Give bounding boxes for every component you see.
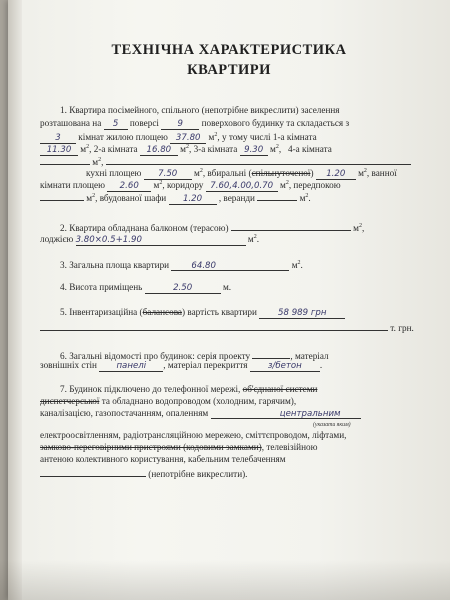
p7-line-1 — [60, 384, 317, 395]
room1-value: 11.30 — [40, 145, 78, 156]
p7-text: 7. Будинок підключено до телефонної мережі, — [60, 384, 241, 394]
p1-line-2 — [40, 118, 349, 130]
sup: 2 — [305, 192, 309, 199]
p1-text: , 2-а кімната — [89, 144, 138, 155]
p1-blank — [106, 154, 411, 165]
p6-text: . — [319, 360, 323, 370]
room2-value: 16.80 — [140, 145, 178, 156]
p6-text: , матеріал перекриття — [163, 360, 248, 370]
p4-text: м. — [222, 282, 232, 292]
sup: 2 — [253, 234, 257, 240]
p7-struck-text: замково-переговірними пристроями (кодовими замками) — [40, 442, 262, 452]
p5-line-2 — [40, 320, 414, 334]
p2-text: м — [247, 234, 254, 245]
rooms-value: 3 — [40, 133, 76, 144]
p6-text: зовнішніх стін — [40, 360, 97, 370]
p2-line-2 — [40, 232, 259, 246]
photo-shadow — [0, 560, 450, 600]
loggia-value: 3.80×0.5+1.90 — [76, 235, 246, 246]
p7-text: антеною колективного користування, кабельним телебаченням — [40, 454, 286, 464]
p1-text: м — [194, 168, 200, 179]
p2-text: лоджією — [40, 234, 74, 245]
p7-text: та обладнано водопроводом (холодним, гарячим), — [101, 396, 297, 406]
p7-struck-text: об'єднаної системи — [242, 384, 318, 394]
veranda-blank — [257, 190, 297, 201]
p3-text: м — [291, 260, 298, 271]
p1-text: , вбудованої шафи — [95, 193, 167, 203]
p1-text: м — [92, 157, 99, 167]
p1-text: 4-а кімната — [288, 144, 332, 155]
title-line-2: КВАРТИРИ — [187, 62, 271, 78]
p5-blank — [40, 320, 388, 331]
p1-text: розташована на — [40, 118, 102, 128]
sup: 2 — [185, 144, 189, 150]
p3-text: . — [300, 260, 303, 271]
document-page — [8, 0, 450, 600]
p5-text: т. грн. — [390, 323, 414, 333]
p6-line-2 — [40, 360, 322, 372]
p1-text: м — [180, 144, 186, 155]
p1-text: м — [299, 193, 306, 203]
p1-text: м — [269, 144, 276, 155]
sup: 2 — [363, 168, 367, 174]
p1-text: м — [279, 180, 286, 191]
floor-material-value: з/бетон — [250, 361, 320, 372]
wc-value: 1.20 — [316, 169, 356, 180]
p1-line-8 — [40, 190, 311, 205]
sup: 2 — [199, 168, 203, 174]
p1-text: 1. Квартира посімейного, спільного (непотрібне викреслити) заселення — [60, 105, 340, 115]
p1-text: кімнати площею — [40, 180, 105, 191]
p1-text: м — [208, 132, 215, 143]
p7-blank — [40, 466, 146, 477]
p7-hint: (указати яким) — [313, 422, 351, 428]
p4-text: 4. Висота приміщень — [60, 282, 143, 292]
series-blank — [252, 348, 290, 359]
sup: 2 — [98, 156, 102, 163]
p7-line-3 — [40, 408, 361, 419]
p1-text: , у тому числі 1-а кімната — [217, 132, 317, 143]
kitchen-value: 7.50 — [144, 169, 192, 180]
p2-text: м — [353, 223, 359, 233]
p1-text: , передпокою — [288, 180, 341, 191]
total-area-value: 64.80 — [171, 261, 289, 271]
room3-value: 9.30 — [240, 145, 268, 156]
sup: 2 — [159, 180, 163, 186]
p1-text: м — [86, 193, 93, 203]
sup: 2 — [358, 222, 362, 229]
p5-struck-text: балансова — [142, 307, 182, 317]
p1-text: , — [101, 157, 104, 167]
p3-line — [60, 258, 303, 271]
p1-text: поверхового будинку та складається з — [201, 118, 350, 128]
p6-text: 6. Загальні відомості про будинок: серія проекту — [60, 351, 251, 361]
p2-text: 2. Квартира обладнана балконом (терасою) — [60, 223, 229, 233]
sup: 2 — [214, 132, 218, 138]
sup: 2 — [86, 144, 90, 150]
title-line-1: ТЕХНІЧНА ХАРАКТЕРИСТИКА — [111, 42, 347, 58]
p1-text: . — [308, 193, 311, 203]
p1-text: , коридору — [162, 180, 204, 191]
p2-text: , — [361, 223, 365, 233]
p7-line-2 — [40, 396, 296, 407]
p1-text: ) — [310, 168, 314, 179]
height-value: 2.50 — [145, 283, 221, 294]
hallway-blank — [40, 190, 84, 201]
p7-text: електроосвітленням, радіотрансляційною мережею, сміттєпроводом, ліфтами, — [40, 430, 347, 440]
p7-line-4 — [40, 430, 346, 441]
p1-text: м — [153, 180, 160, 191]
p5-text: 5. Інвентаризаційна ( — [60, 307, 143, 317]
heating-value: центральним — [211, 409, 361, 419]
sup: 2 — [275, 144, 279, 150]
p1-struck-text: спільнуточеної — [251, 168, 311, 179]
sup: 2 — [297, 260, 301, 266]
p6-text: , матеріал — [290, 351, 329, 361]
floor-value: 5 — [104, 119, 128, 130]
p1-text: м — [358, 168, 364, 179]
walls-material-value: панелі — [99, 361, 163, 372]
p7-line-7 — [40, 466, 247, 480]
p7-line-5 — [40, 442, 317, 453]
p7-line-6 — [40, 454, 286, 465]
balcony-blank — [231, 220, 351, 231]
p1-text: , ванної — [366, 168, 397, 179]
room4-blank — [40, 154, 90, 165]
sup: 2 — [92, 192, 96, 199]
sup: 2 — [285, 180, 289, 186]
bath-value: 2.60 — [107, 181, 151, 192]
p7-text: каналізацією, газопостачанням, опаленням — [40, 408, 209, 418]
page-binding-edge — [8, 0, 22, 600]
p5-line-1 — [60, 307, 345, 319]
p1-text: поверсі — [129, 118, 159, 128]
floors-total-value: 9 — [161, 119, 199, 130]
p1-text: , — [278, 144, 282, 155]
p3-text: 3. Загальна площа квартири — [60, 260, 170, 271]
closet-value: 1.20 — [169, 194, 217, 205]
p2-text: . — [256, 234, 260, 245]
p1-text: , 3-а кімната — [188, 144, 238, 155]
p1-text: м — [80, 144, 87, 155]
p1-line-1 — [60, 105, 340, 116]
p7-text: , телевізійною — [261, 442, 318, 452]
p7-struck-text: диспетчерської — [40, 396, 100, 406]
p1-text: кухні площею — [86, 168, 142, 179]
p1-text: , вбиральні ( — [202, 168, 252, 179]
p4-line — [60, 282, 231, 294]
p1-text: кімнат жилою площею — [78, 132, 168, 143]
p7-text: (непотрібне викреслити). — [148, 469, 248, 479]
p5-text: ) вартість квартири — [182, 307, 257, 317]
inventory-value: 58 989 грн — [259, 308, 345, 319]
p1-text: , веранди — [218, 193, 255, 203]
living-area-value: 37.80 — [170, 133, 206, 144]
corridor-value: 7.60,4.00,0.70 — [206, 181, 278, 192]
